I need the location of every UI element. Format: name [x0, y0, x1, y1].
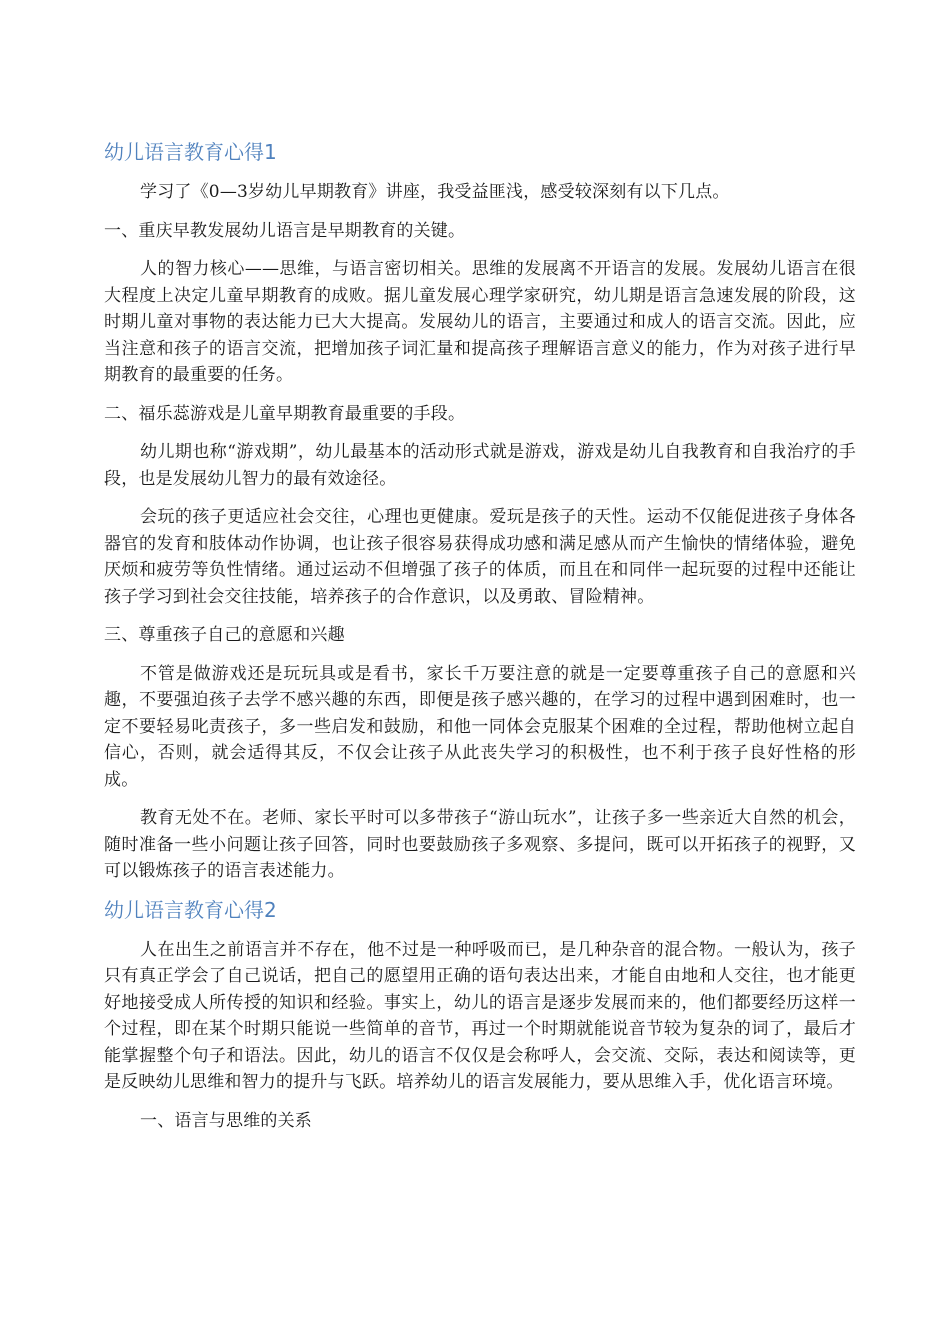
section-heading-1: 幼儿语言教育心得1	[104, 140, 277, 164]
point-2-body-2: 会玩的孩子更适应社会交往，心理也更健康。爱玩是孩子的天性。运动不仅能促进孩子身体各器官的发育和肢体动作协调，也让孩子很容易获得成功感和满足感从而产生愉快的情绪体验，避免厌烦和疲劳等负性情绪。通过运动不但增强了孩子的体质，而且在和同伴一起玩耍的过程中还能让孩子学习到社会交往技能，培养孩子的合作意识，以及勇敢、冒险精神。	[104, 507, 856, 607]
point-3-body-1: 不管是做游戏还是玩玩具或是看书，家长千万要注意的就是一定要尊重孩子自己的意愿和兴趣，不要强迫孩子去学不感兴趣的东西，即便是孩子感兴趣的，在学习的过程中遇到困难时，也一定不要轻易叱责孩子，多一些启发和鼓励，和他一同体会克服某个困难的全过程，帮助他树立起自信心，否则，就会适得其反，不仅会让孩子从此丧失学习的积极性，也不利于孩子良好性格的形成。	[104, 663, 856, 790]
intro-paragraph: 学习了《0—3岁幼儿早期教育》讲座，我受益匪浅，感受较深刻有以下几点。	[140, 182, 730, 202]
section-2-intro: 人在出生之前语言并不存在，他不过是一种呼吸而已，是几种杂音的混合物。一般认为，孩子只有真正学会了自己说话，把自己的愿望用正确的语句表达出来，才能自由地和人交往，也才能更好地接受成人所传授的知识和经验。事实上，幼儿的语言是逐步发展而来的，他们都要经历这样一个过程，即在某个时期只能说一些简单的音节，再过一个时期就能说音节较为复杂的词了，最后才能掌握整个句子和语法。因此，幼儿的语言不仅仅是会称呼人，会交流、交际，表达和阅读等，更是反映幼儿思维和智力的提升与飞跃。培养幼儿的语言发展能力，要从思维入手，优化语言环境。	[104, 939, 856, 1092]
point-1-body: 人的智力核心——思维，与语言密切相关。思维的发展离不开语言的发展。发展幼儿语言在很大程度上决定儿童早期教育的成败。据儿童发展心理学家研究，幼儿期是语言急速发展的阶段，这时期儿童对事物的表达能力已大大提高。发展幼儿的语言，主要通过和成人的语言交流。因此，应当注意和孩子的语言交流，把增加孩子词汇量和提高孩子理解语言意义的能力，作为对孩子进行早期教育的最重要的任务。	[104, 259, 856, 385]
point-2-body-1: 幼儿期也称“游戏期”，幼儿最基本的活动形式就是游戏，游戏是幼儿自我教育和自我治疗的手段，也是发展幼儿智力的最有效途径。	[104, 442, 856, 489]
section-heading-2: 幼儿语言教育心得2	[104, 897, 277, 922]
point-3-body-2: 教育无处不在。老师、家长平时可以多带孩子“游山玩水”，让孩子多一些亲近大自然的机会，随时准备一些小问题让孩子回答，同时也要鼓励孩子多观察、多提问，既可以开拓孩子的视野，又可以锻炼孩子的语言表述能力。	[104, 808, 856, 881]
point-1-title: 一、重庆早教发展幼儿语言是早期教育的关键。	[104, 220, 466, 241]
document-body	[104, 137, 856, 1146]
point-2-title: 二、福乐蕊游戏是儿童早期教育最重要的手段。	[104, 403, 466, 424]
section-2-point-1-title: 一、语言与思维的关系	[140, 1110, 312, 1131]
point-3-title: 三、尊重孩子自己的意愿和兴趣	[104, 625, 345, 645]
